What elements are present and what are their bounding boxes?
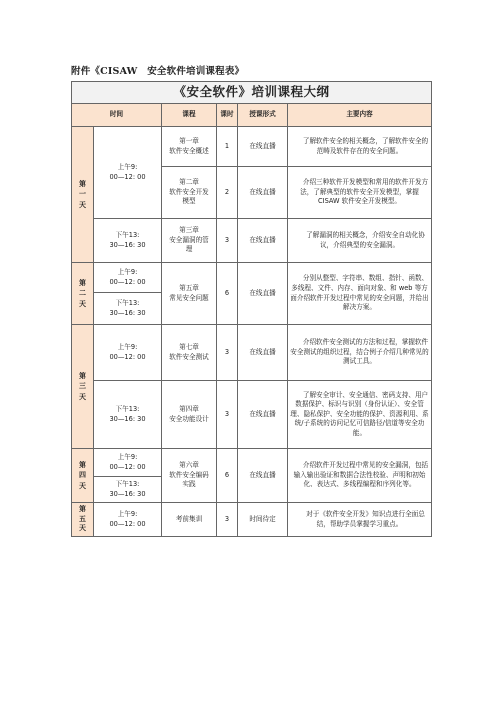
course-content: 了解漏洞的相关概念，介绍安全自动化协议，介绍典型的安全漏洞。 <box>288 219 432 263</box>
header-content: 主要内容 <box>288 104 432 127</box>
course-content: 对于《软件安全开发》知识点进行全面总结，帮助学员掌握学习重点。 <box>288 503 432 537</box>
day-label-4: 第 四 天 <box>72 449 94 503</box>
course-hours: 1 <box>217 127 238 167</box>
teaching-mode: 时间待定 <box>238 503 288 537</box>
time-slot: 上午9: 00—12: 00 <box>94 263 162 293</box>
header-time: 时间 <box>72 104 162 127</box>
course-hours: 6 <box>217 263 238 325</box>
time-slot: 下午13: 30—16: 30 <box>94 477 162 503</box>
course-content: 介绍软件开发过程中常见的安全漏洞，包括输入输出验证和数据合法性校验、声明和初始化、表达式、多线程编程和序列化等。 <box>288 449 432 503</box>
course-name: 第五章 常见安全问题 <box>162 263 217 325</box>
day-label-5: 第 五 天 <box>72 503 94 537</box>
table-row <box>72 325 432 381</box>
course-hours: 3 <box>217 219 238 263</box>
course-name: 第一章 软件安全概述 <box>162 127 217 167</box>
course-hours: 3 <box>217 503 238 537</box>
time-slot: 下午13: 30—16: 30 <box>94 381 162 449</box>
course-name: 第三章 安全漏洞的管 理 <box>162 219 217 263</box>
day-label-3: 第 三 天 <box>72 325 94 449</box>
table-row <box>72 449 432 477</box>
time-slot: 上午9: 00—12: 00 <box>94 503 162 537</box>
course-hours: 6 <box>217 449 238 503</box>
course-content: 了解安全审计、安全通信、密码支持、用户数据保护、标识与识别（身份认证）、安全管理、隐私保护、安全功能的保护、资源利用、系统/子系统的访问记忆可信路径/信道等安全功能。 <box>288 381 432 449</box>
teaching-mode: 在线直播 <box>238 167 288 219</box>
course-name: 第七章 软件安全测试 <box>162 325 217 381</box>
header-mode: 授课形式 <box>238 104 288 127</box>
table-row <box>72 503 432 537</box>
header-hours: 课时 <box>217 104 238 127</box>
course-content: 分别从整型、字符串、数组、指针、函数、多线程、文件、内存、面向对象、和 web 等方面介绍软件开发过程中常见的安全问题，并给出解决方案。 <box>288 263 432 325</box>
header-row <box>72 104 432 127</box>
day-label-1: 第 一 天 <box>72 127 94 263</box>
time-slot: 上午9: 00—12: 00 <box>94 127 162 219</box>
table-row <box>72 263 432 293</box>
course-name: 第六章 软件安全编码 实践 <box>162 449 217 503</box>
header-course: 课程 <box>162 104 217 127</box>
course-schedule-table <box>71 81 432 537</box>
teaching-mode: 在线直播 <box>238 381 288 449</box>
course-content: 了解软件安全的相关概念，了解软件安全的范畴及软件存在的安全问题。 <box>288 127 432 167</box>
table-row <box>72 381 432 449</box>
time-slot: 上午9: 00—12: 00 <box>94 449 162 477</box>
course-hours: 3 <box>217 381 238 449</box>
teaching-mode: 在线直播 <box>238 325 288 381</box>
course-hours: 2 <box>217 167 238 219</box>
teaching-mode: 在线直播 <box>238 263 288 325</box>
course-content: 介绍软件安全测试的方法和过程，掌握软件安全测试的组织过程，结合例子介绍几种常见的测试工具。 <box>288 325 432 381</box>
course-hours: 3 <box>217 325 238 381</box>
time-slot: 下午13: 30—16: 30 <box>94 219 162 263</box>
table-row <box>72 219 432 263</box>
day-label-2: 第 二 天 <box>72 263 94 325</box>
teaching-mode: 在线直播 <box>238 449 288 503</box>
table-title: 《安全软件》培训课程大纲 <box>72 82 432 104</box>
course-name: 考前集训 <box>162 503 217 537</box>
teaching-mode: 在线直播 <box>238 219 288 263</box>
course-name: 第二章 软件安全开发 模型 <box>162 167 217 219</box>
course-name: 第四章 安全功能设计 <box>162 381 217 449</box>
document-caption: 附件《CISAW 安全软件培训课程表》 <box>71 66 245 77</box>
course-content: 介绍三种软件开发模型和常用的软件开发方法，了解典型的软件安全开发模型，掌握 CISAW 软件安全开发模型。 <box>288 167 432 219</box>
table-row <box>72 127 432 167</box>
time-slot: 下午13: 30—16: 30 <box>94 293 162 325</box>
teaching-mode: 在线直播 <box>238 127 288 167</box>
time-slot: 上午9: 00—12: 00 <box>94 325 162 381</box>
